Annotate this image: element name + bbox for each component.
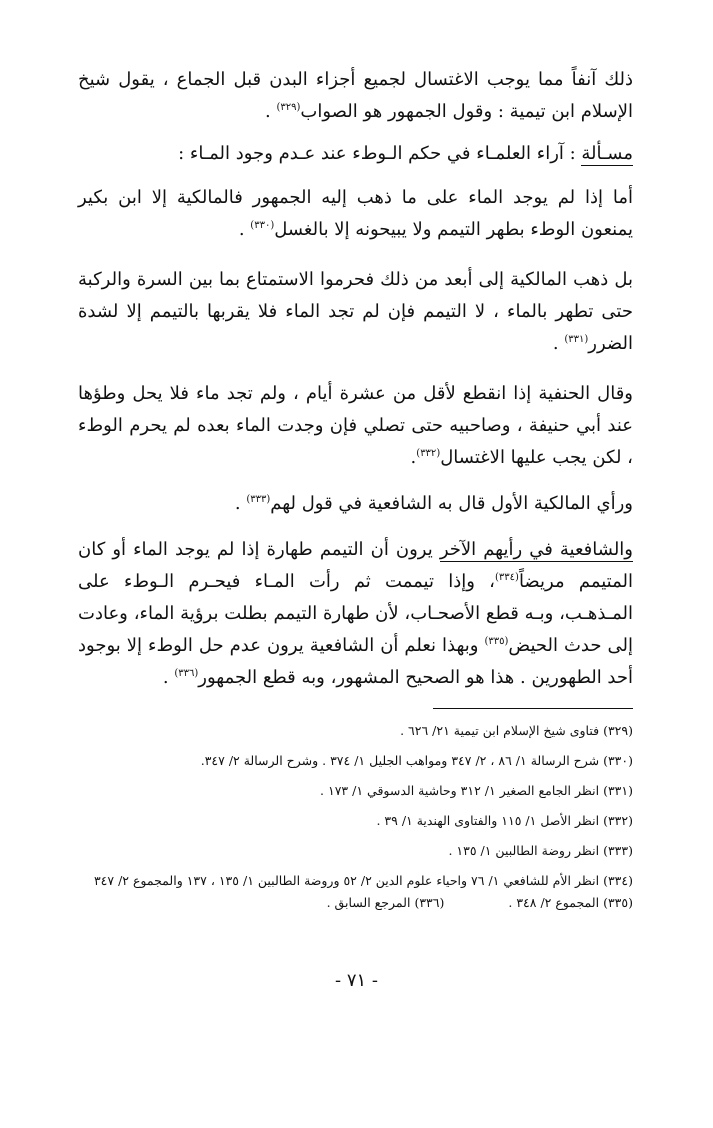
paragraph-2-text: أما إذا لم يوجد الماء على ما ذهب إليه الجمهور فالمالكية إلا ابن بكير يمنعون الوطء بطهر التيمم ولا يبيحونه إلا بالغسل xyxy=(78,187,633,240)
paragraph-1-text: ذلك آنفاً مما يوجب الاغتسال لجميع أجزاء البدن قبل الجماع ، يقول شيخ الإسلام ابن تيمية : وقول الجمهور هو الصواب xyxy=(78,69,633,122)
footnote-ref-331: (٣٣١) xyxy=(564,334,589,345)
footnote-number: (٣٣٦) xyxy=(414,895,445,910)
footnote-number: (٣٣٣) xyxy=(603,843,633,858)
footnote-text: انظر الأم للشافعي ١/ ٧٦ واحياء علوم الدين ٢/ ٥٢ وروضة الطالبين ١/ ١٣٥ ، ١٣٧ والمجموع ٢/ ٣٤٧ xyxy=(93,873,600,888)
paragraph-4-end: . xyxy=(410,447,417,468)
footnote-text: انظر الأصل ١/ ١١٥ والفتاوى الهندية ١/ ٣٩ . xyxy=(376,813,600,828)
paragraph-2 xyxy=(78,182,633,246)
footnote-ref-333: (٣٣٣) xyxy=(246,494,271,505)
section-heading xyxy=(78,138,633,170)
footnote-333 xyxy=(73,836,633,866)
footnotes xyxy=(73,716,633,914)
heading-label: مسـألة xyxy=(581,143,633,164)
paragraph-5-end: . xyxy=(234,493,247,514)
paragraph-6-text-c: وبهذا نعلم أن الشافعية يرون عدم حل الوطء إلا بوجود أحد الطهورين . هذا هو الصحيح المشهور، وبه قطع الجمهور xyxy=(78,635,633,688)
paragraph-6-text-a: يرون أن التيمم طهارة إذا لم يوجد الماء أو كان المتيمم مريضاً xyxy=(78,539,633,592)
paragraph-4-text: وقال الحنفية إذا انقطع لأقل من عشرة أيام ، ولم تجد ماء فلا يحل وطؤها عند أبي حنيفة ، وصاحبيه حتى تصلي فإن وجدت الماء بعده لم يحرم الوطء ، لكن يجب عليها الاغتسال xyxy=(78,383,633,468)
paragraph-6-underlined: والشافعية في رأيهم الآخر xyxy=(439,539,633,560)
paragraph-3-end: . xyxy=(552,333,565,354)
footnote-number: (٣٣٤) xyxy=(603,873,633,888)
footnote-ref-334: (٣٣٤) xyxy=(495,572,519,583)
footnote-text: المرجع السابق . xyxy=(326,895,411,910)
paragraph-3-text: بل ذهب المالكية إلى أبعد من ذلك فحرموا الاستمتاع بما بين السرة والركبة حتى تطهر بالماء ، لا التيمم فإن لم تجد الماء فلا يقربها بالتيمم إلا لشدة الضرر xyxy=(78,269,633,354)
paragraph-6-text-b: ، وإذا تيممت ثم رأت المـاء فيحـرم الـوطء على المـذهـب، وبـه قطع الأصحـاب، لأن طهارة التيمم بطلت برؤية الماء، وعادت إلى حدث الحيض xyxy=(78,571,633,656)
footnote-329 xyxy=(73,716,633,746)
paragraph-5-text: ورأي المالكية الأول قال به الشافعية في قول لهم xyxy=(270,493,633,514)
footnote-number: (٣٣٢) xyxy=(603,813,633,828)
paragraph-2-end: . xyxy=(238,219,251,240)
paragraph-3 xyxy=(78,264,633,360)
footnote-336 xyxy=(327,892,445,914)
footnote-ref-335: (٣٣٥) xyxy=(484,636,509,647)
footnote-number: (٣٣٥) xyxy=(603,895,633,910)
footnote-number: (٣٣٠) xyxy=(603,753,633,768)
footnote-divider xyxy=(433,708,633,709)
paragraph-4 xyxy=(78,378,633,474)
footnote-text: فتاوى شيخ الإسلام ابن تيمية ٢١/ ٦٢٦ . xyxy=(400,723,600,738)
footnote-ref-332: (٣٣٢) xyxy=(416,448,441,459)
paragraph-1-end: . xyxy=(265,101,277,122)
footnote-number: (٣٢٩) xyxy=(603,723,633,738)
main-text xyxy=(78,64,633,694)
heading-text: : آراء العلمـاء في حكم الـوطء عند عـدم وجود المـاء : xyxy=(178,143,582,164)
paragraph-1 xyxy=(78,64,633,128)
footnote-330 xyxy=(73,746,633,776)
footnote-number: (٣٣١) xyxy=(603,783,633,798)
paragraph-6 xyxy=(78,534,633,694)
footnote-ref-329: (٣٢٩) xyxy=(276,102,301,113)
footnote-331 xyxy=(73,776,633,806)
paragraph-6-end: . xyxy=(162,667,175,688)
footnote-text: انظر روضة الطالبين ١/ ١٣٥ . xyxy=(448,843,600,858)
footnote-332 xyxy=(73,806,633,836)
footnote-pair-335-336 xyxy=(73,892,633,914)
footnote-text: انظر الجامع الصغير ١/ ٣١٢ وحاشية الدسوقي ١/ ١٧٣ . xyxy=(320,783,600,798)
page-number: - ٧١ - xyxy=(335,970,378,991)
footnote-335 xyxy=(508,892,633,914)
footnote-334 xyxy=(73,866,633,892)
footnote-ref-336: (٣٣٦) xyxy=(174,668,199,679)
footnote-text: المجموع ٢/ ٣٤٨ . xyxy=(508,895,600,910)
footnote-text: شرح الرسالة ١/ ٨٦ ، ٢/ ٣٤٧ ومواهب الجليل ١/ ٣٧٤ . وشرح الرسالة ٢/ ٣٤٧. xyxy=(200,753,600,768)
footnote-ref-330: (٣٣٠) xyxy=(250,220,275,231)
paragraph-5 xyxy=(78,488,633,520)
